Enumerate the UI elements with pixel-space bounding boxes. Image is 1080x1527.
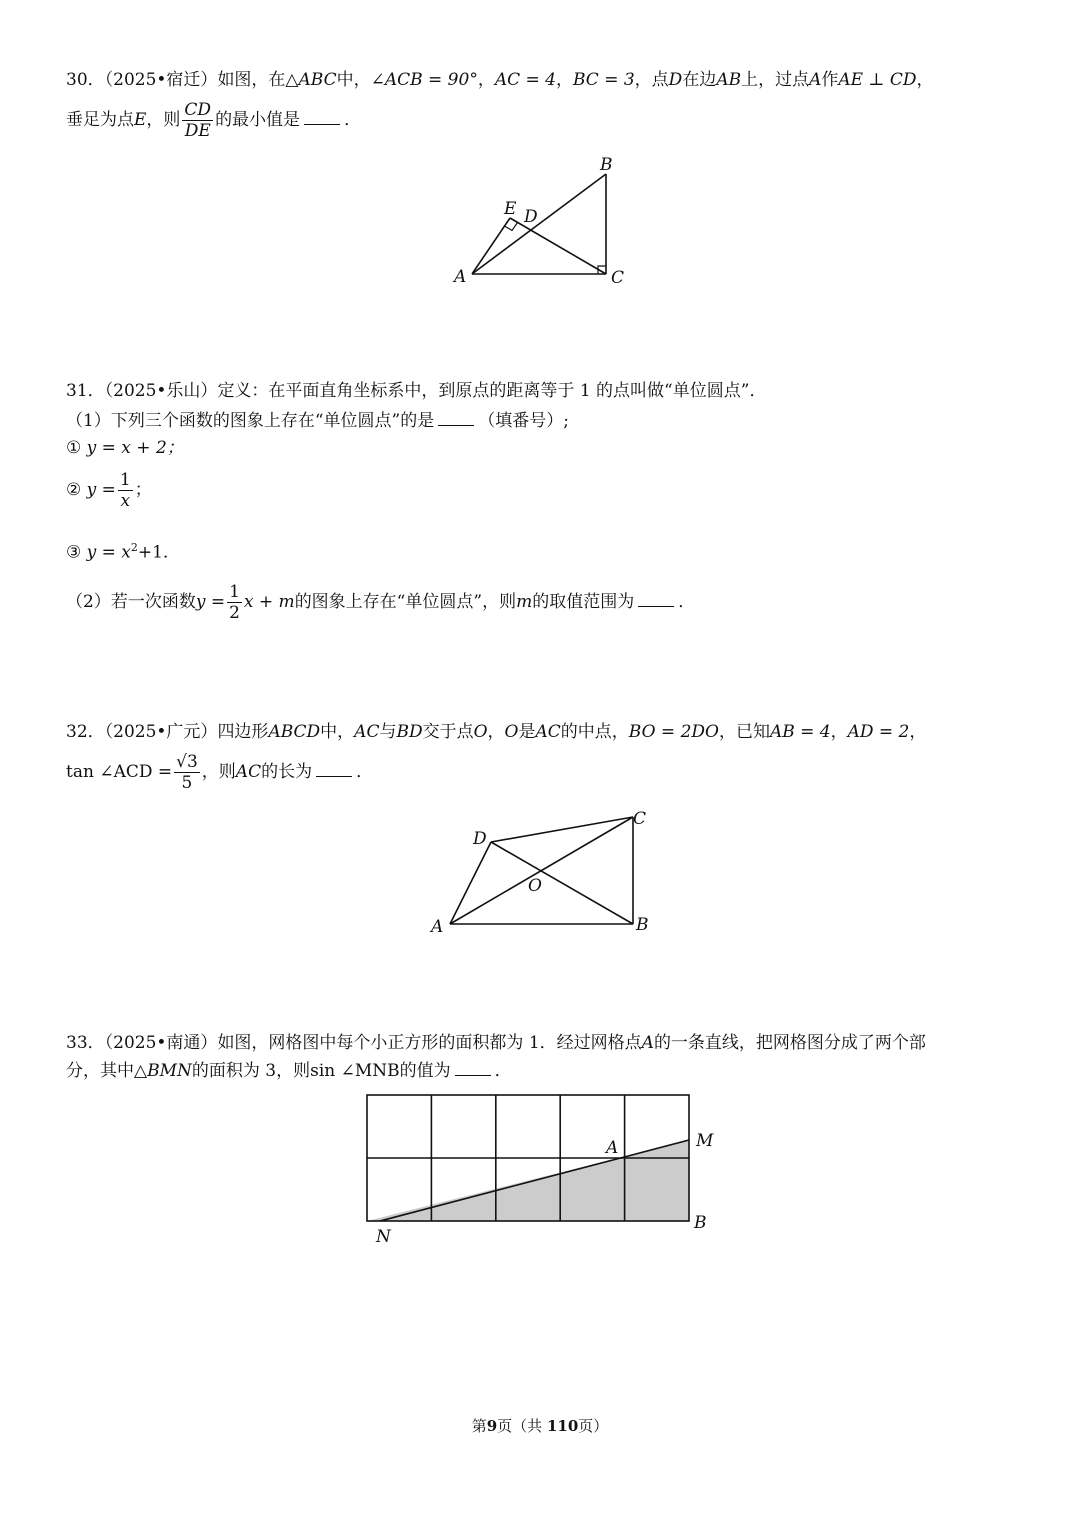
q30-label-c: C	[611, 268, 625, 288]
q30-side-ab	[472, 174, 606, 274]
q30-label-e: E	[504, 199, 517, 219]
q33-figure	[350, 1085, 730, 1255]
page-total: 110	[546, 1417, 579, 1435]
page-footer: 第9页（共 110页）	[471, 1417, 609, 1435]
q33-label-m: M	[696, 1131, 714, 1151]
q32-answer-blank[interactable]	[316, 762, 352, 777]
q31-part1: （1）下列三个函数的图象上存在“单位圆点”的是 （填番号）;	[66, 411, 569, 431]
q32-label-d: D	[473, 829, 487, 849]
q31-part1-blank[interactable]	[438, 411, 474, 426]
q32-label-o: O	[528, 876, 542, 896]
q31-part2-fraction: $\frac{1}{2}$	[229, 582, 240, 623]
q32-label-a: A	[431, 917, 444, 937]
q33-label-n: N	[376, 1227, 391, 1247]
q30-label-d: D	[524, 207, 538, 227]
q32-figure	[425, 800, 665, 940]
q31-option2-fraction: $\frac{1}{x}$	[119, 470, 131, 511]
q32-line2: tan ∠ACD = $\frac{√3}{5}$ ，则AC的长为 ．	[66, 752, 374, 793]
q30-line1: 30．（2025•宿迁）如图，在△ABC中，∠ACB = 90°，AC = 4，BC = 3，点D在边AB上，过点A作AE ⊥ CD，	[66, 70, 934, 90]
q33-label-b: B	[694, 1213, 707, 1233]
q31-option-2: ② y = $\frac{1}{x}$ ；	[66, 470, 152, 511]
q32-label-c: C	[633, 809, 647, 829]
q30-label-a: A	[454, 267, 467, 287]
q30-fraction: $\frac{CD}{DE}$	[184, 100, 212, 141]
q32-line1: 32．（2025•广元）四边形ABCD中，AC与BD交于点O，O是AC的中点，BO = 2DO，已知AB = 4，AD = 2，	[66, 722, 927, 742]
q31-option-1: ① y = x + 2；	[66, 438, 184, 458]
q32-label-b: B	[636, 915, 649, 935]
q30-figure	[450, 150, 640, 290]
page-number: 9	[486, 1417, 498, 1435]
q30-answer-blank[interactable]	[304, 110, 340, 125]
q33-label-a: A	[606, 1138, 619, 1158]
q31-part2: （2）若一次函数y = $\frac{1}{2}$ x + m的图象上存在“单位圆点”，则m的取值范围为 ．	[66, 582, 696, 623]
q30-line2: 垂足为点E，则 $\frac{CD}{DE}$ 的最小值是 ．	[66, 100, 362, 141]
q32-tan-fraction: $\frac{√3}{5}$	[176, 752, 198, 793]
q33-answer-blank[interactable]	[455, 1061, 491, 1076]
q30-label-b: B	[600, 155, 613, 175]
q33-line2: 分，其中△BMN的面积为 3，则sin ∠MNB的值为 ．	[66, 1061, 512, 1081]
q31-part2-blank[interactable]	[638, 592, 674, 607]
q31-option-3: ③ $y = x^2+1$．	[66, 541, 180, 563]
q31-definition: 31．（2025•乐山）定义：在平面直角坐标系中，到原点的距离等于 1 的点叫做“单位圆点”．	[66, 381, 767, 401]
q32-diagonal-bd	[491, 842, 633, 924]
q33-line1: 33．（2025•南通）如图，网格图中每个小正方形的面积都为 1．经过网格点A的一条直线，把网格图分成了两个部	[66, 1033, 926, 1053]
